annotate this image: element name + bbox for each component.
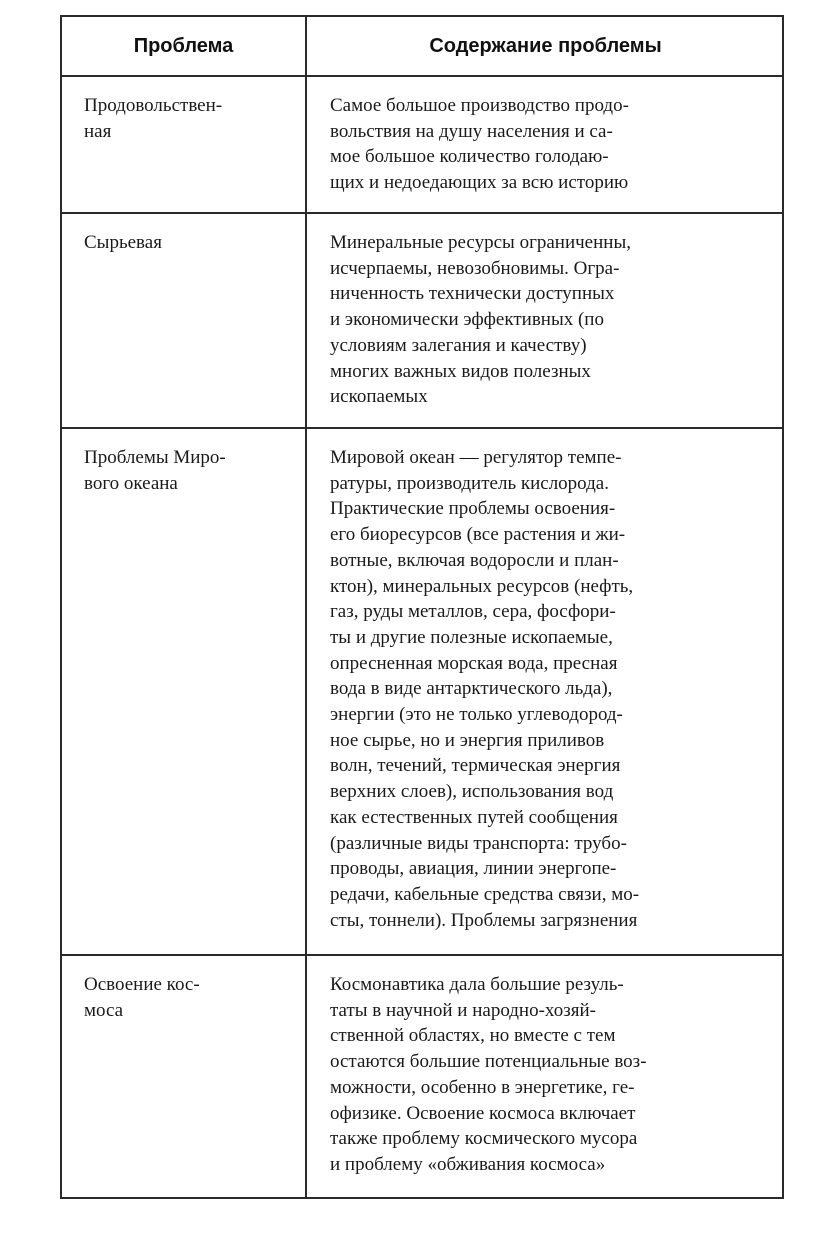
header-problem: Проблема bbox=[133, 34, 234, 57]
table-row-raw-materials bbox=[62, 212, 782, 427]
header-content: Содержание проблемы bbox=[429, 34, 662, 57]
table-header-row bbox=[62, 17, 782, 75]
content-cell: Космонавтика дала большие резуль- таты в научной и народно-хозяй- ственной областях, но вместе с тем остаются большие потенциальные воз- можности, особенно в энергетике, ге- офизике. Освоение космоса включает также проблему космического мусора и проблему «обживания космоса» bbox=[330, 974, 647, 1175]
content-cell: Мировой океан — регулятор темпе- ратуры, производитель кислорода. Практические проблемы освоения- его биоресурсов (все растения и жи- вотные, включая водоросли и план- ктон), минеральных ресурсов (нефть, газ, руды металлов, сера, фосфори- ты и другие полезные ископаемые, опресненная морская вода, пресная вода в виде антарктического льда), энергии (это не только углеводород- ное сырье, но и энергия приливов волн, течений, термическая энергия верхних слоев), использования вод как естественных путей сообщения (различные виды транспорта: трубо- проводы, авиация, линии энергопе- редачи, кабельные средства связи, мо- сты, тоннели). Проблемы загрязнения bbox=[330, 447, 640, 931]
problem-cell: Сырьевая bbox=[84, 232, 162, 253]
problem-cell: Освоение кос- моса bbox=[84, 974, 200, 1021]
problem-cell: Продовольствен- ная bbox=[84, 95, 223, 142]
content-cell: Минеральные ресурсы ограниченны, исчерпаемы, невозобновимы. Огра- ниченность технически доступных и экономически эффективных (по условиям залегания и качеству) многих важных видов полезных ископаемых bbox=[330, 232, 631, 408]
table-row-food bbox=[62, 75, 782, 212]
table-row-ocean bbox=[62, 427, 782, 954]
problem-cell: Проблемы Миро- вого океана bbox=[84, 447, 226, 494]
problems-table bbox=[60, 15, 784, 1199]
table-row-space bbox=[62, 954, 782, 1197]
content-cell: Самое большое производство продо- вольствия на душу населения и са- мое большое количество голодаю- щих и недоедающих за всю историю bbox=[330, 95, 629, 194]
